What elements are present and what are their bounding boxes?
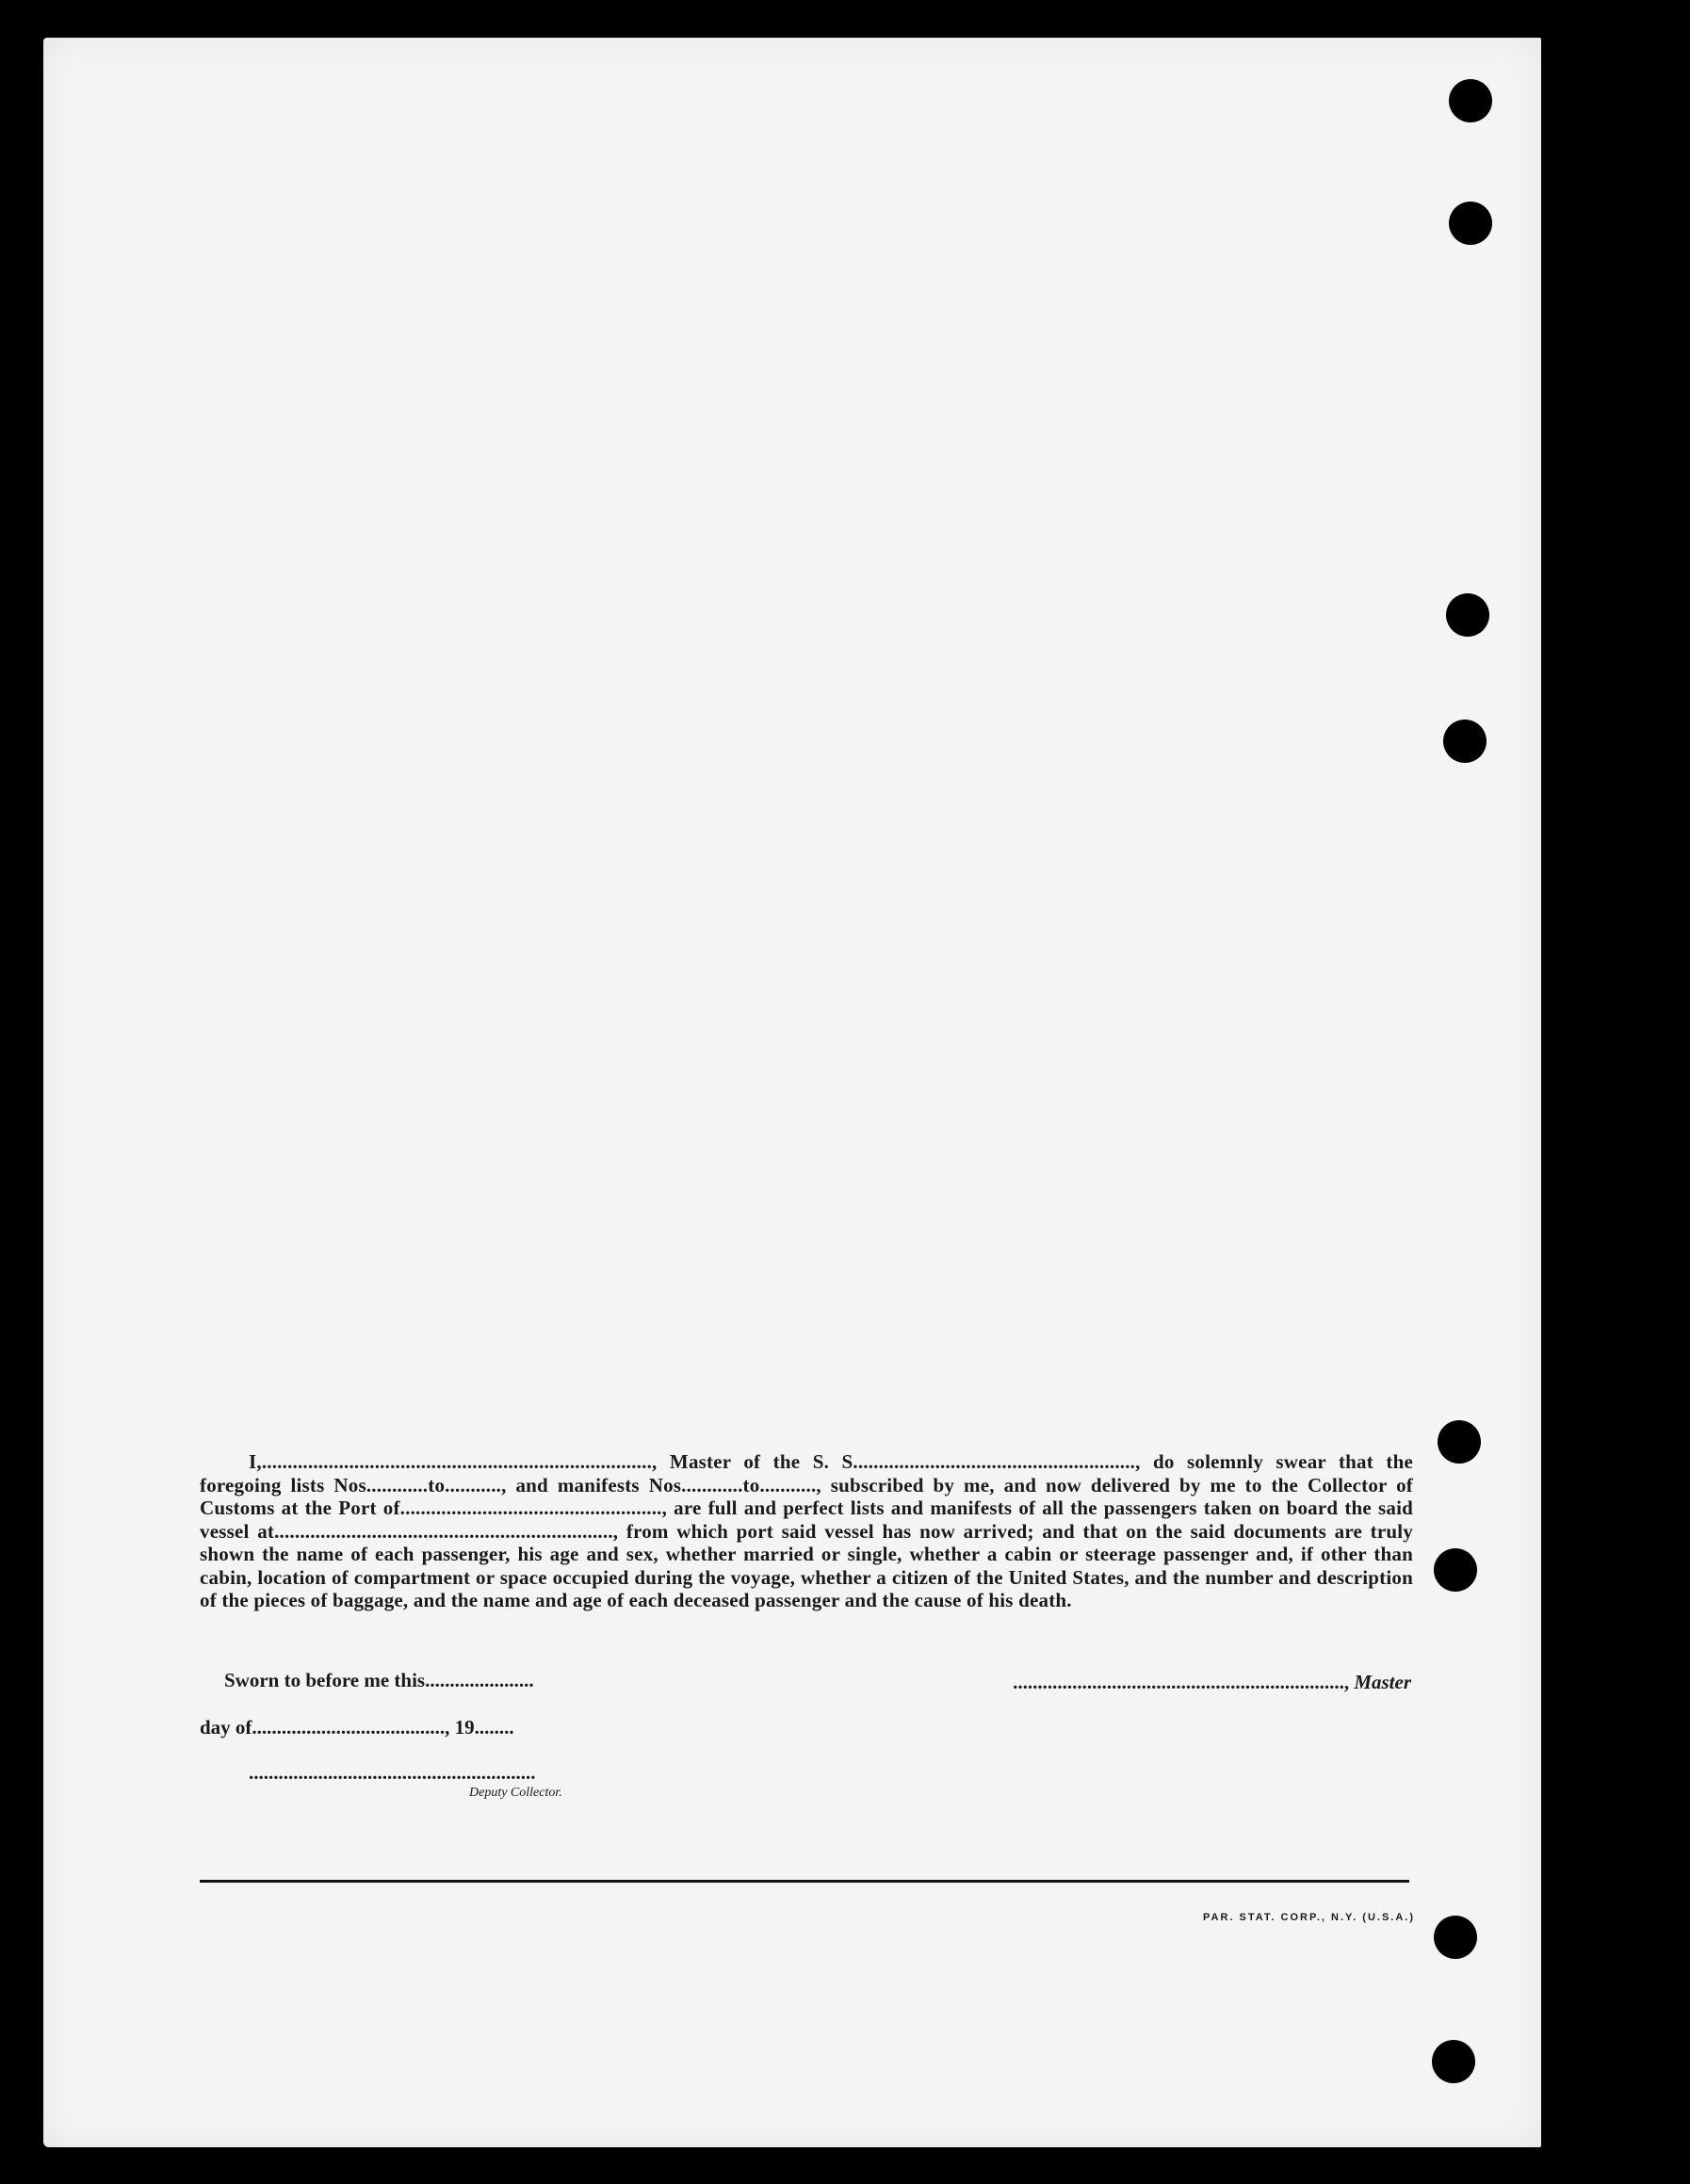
day-line: day of......................................., 19........ (200, 1716, 514, 1739)
form-sheet (43, 38, 1541, 2147)
deputy-collector-label: Deputy Collector. (469, 1786, 562, 1800)
punch-hole (1438, 1420, 1481, 1464)
punch-hole (1446, 593, 1489, 637)
punch-hole (1434, 1916, 1477, 1959)
oath-text: I,............................................................................, Master of the S. S......................................................., do solemnly swear that the foregoing lists Nos............to..........., and manifests Nos............to..........., subscribed by me, and now delivered by me to the Collector of Customs at the Port of..................................................., are full and perfect lists and manifests of all the passengers taken on board the said vessel at.................................................................., from which port said vessel has now arrived; and that on the said documents are truly shown the name of each passenger, his age and sex, whether married or single, whether a cabin or steerage passenger and, if other than cabin, location of compartment or space occupied during the voyage, whether a citizen of the United States, and the number and description of the pieces of baggage, and the name and age of each deceased passenger and the cause of his death. (200, 1450, 1413, 1611)
punch-hole (1432, 2040, 1475, 2083)
master-signature-dots: ..................................................................., (1013, 1671, 1355, 1693)
punch-hole (1449, 202, 1492, 245)
oath-paragraph (200, 1450, 1413, 1612)
sworn-line: Sworn to before me this...................... (224, 1669, 534, 1691)
punch-hole (1443, 720, 1487, 763)
punch-hole (1449, 79, 1492, 122)
punch-hole (1434, 1548, 1477, 1592)
master-label: Master (1354, 1671, 1411, 1693)
master-signature-line (1013, 1671, 1411, 1694)
printer-imprint: PAR. STAT. CORP., N.Y. (U.S.A.) (1203, 1912, 1415, 1923)
horizontal-rule (200, 1880, 1409, 1883)
deputy-signature-dots: .......................................................... (249, 1761, 536, 1784)
